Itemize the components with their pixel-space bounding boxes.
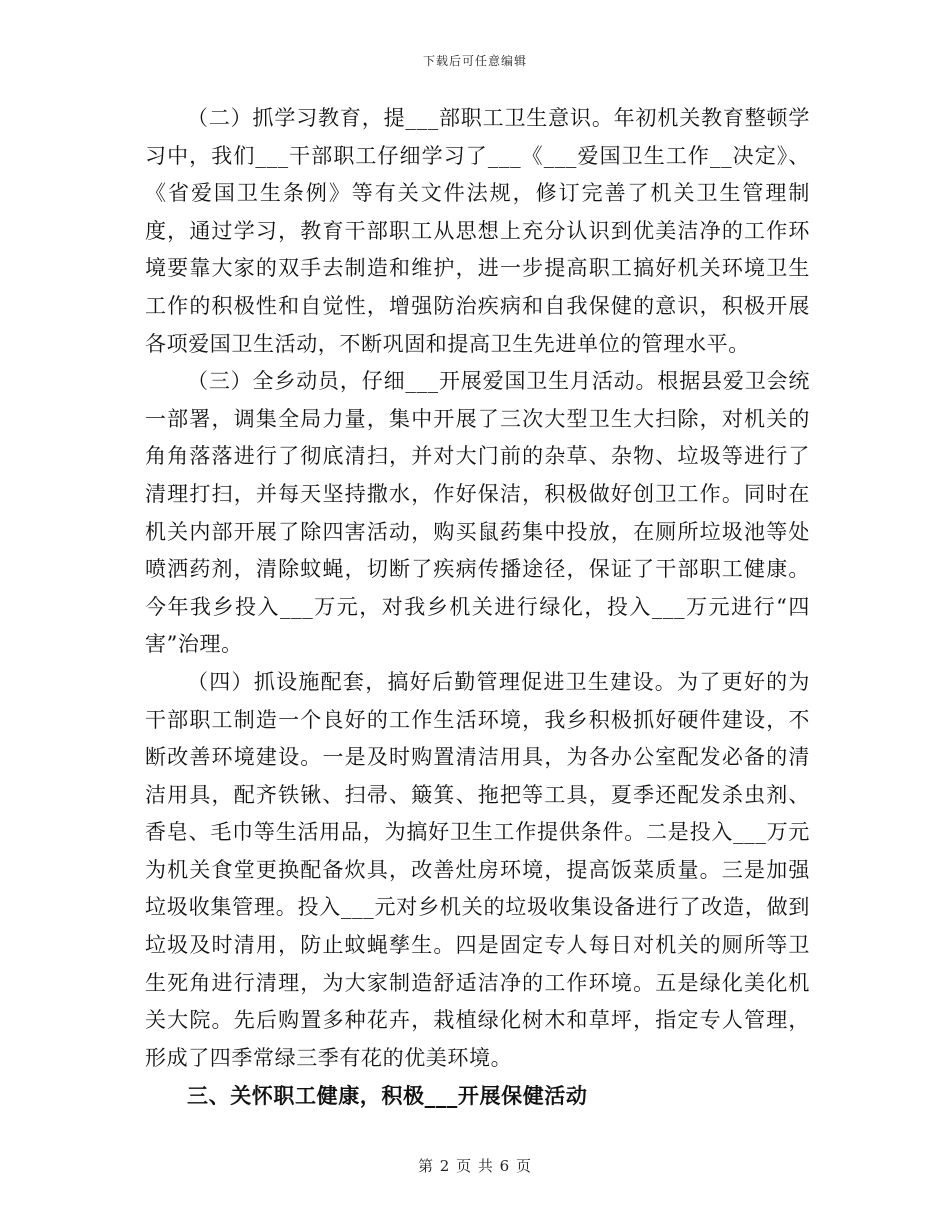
paragraph-4: （四）抓设施配套，搞好后勤管理促进卫生建设。为了更好的为干部职工制造一个良好的工作生活环境，我乡积极抓好硬件建设，不断改善环境建设。一是及时购置清洁用具，为各办公室配发必备的清洁用具，配齐铁锹、扫帚、簸箕、拖把等工具，夏季还配发杀虫剂、香皂、毛巾等生活用品，为搞好卫生工作提供条件。二是投入___万元为机关食堂更换配备炊具，改善灶房环境，提高饭菜质量。三是加强垃圾收集管理。投入___元对乡机关的垃圾收集设备进行了改造，做到垃圾及时清用，防止蚊蝇孳生。四是固定专人每日对机关的厕所等卫生死角进行清理，为大家制造舒适洁净的工作环境。五是绿化美化机关大院。先后购置多种花卉，栽植绿化树木和草坪，指定专人管理，形成了四季常绿三季有花的优美环境。 xyxy=(145,669,810,1070)
paragraph-3: （三）全乡动员，仔细___开展爱国卫生月活动。根据县爱卫会统一部署，调集全局力量，集中开展了三次大型卫生大扫除，对机关的角角落落进行了彻底清扫，并对大门前的杂草、杂物、垃圾等进行了清理打扫，并每天坚持撒水，作好保洁，积极做好创卫工作。同时在机关内部开展了除四害活动，购买鼠药集中投放，在厕所垃圾池等处喷洒药剂，清除蚊蝇，切断了疾病传播途径，保证了干部职工健康。今年我乡投入___万元，对我乡机关进行绿化，投入___万元进行“四害”治理。 xyxy=(145,369,810,657)
paragraph-2: （二）抓学习教育，提___部职工卫生意识。年初机关教育整顿学习中，我们___干部职工仔细学习了___《___爱国卫生工作__决定》、《省爱国卫生条例》等有关文件法规，修订完善了机关卫生管理制度，通过学习，教育干部职工从思想上充分认识到优美洁净的工作环境要靠大家的双手去制造和维护，进一步提高职工搞好机关环境卫生工作的积极性和自觉性，增强防治疾病和自我保健的意识，积极开展各项爱国卫生活动，不断巩固和提高卫生先进单位的管理水平。 xyxy=(145,106,810,356)
document-body xyxy=(145,100,810,1115)
section-heading: 三、关怀职工健康，积极___开展保健活动 xyxy=(187,1083,588,1109)
page-header: 下载后可任意编辑 xyxy=(422,54,527,68)
page-footer: 第 2 页 共 6 页 xyxy=(418,1157,532,1175)
